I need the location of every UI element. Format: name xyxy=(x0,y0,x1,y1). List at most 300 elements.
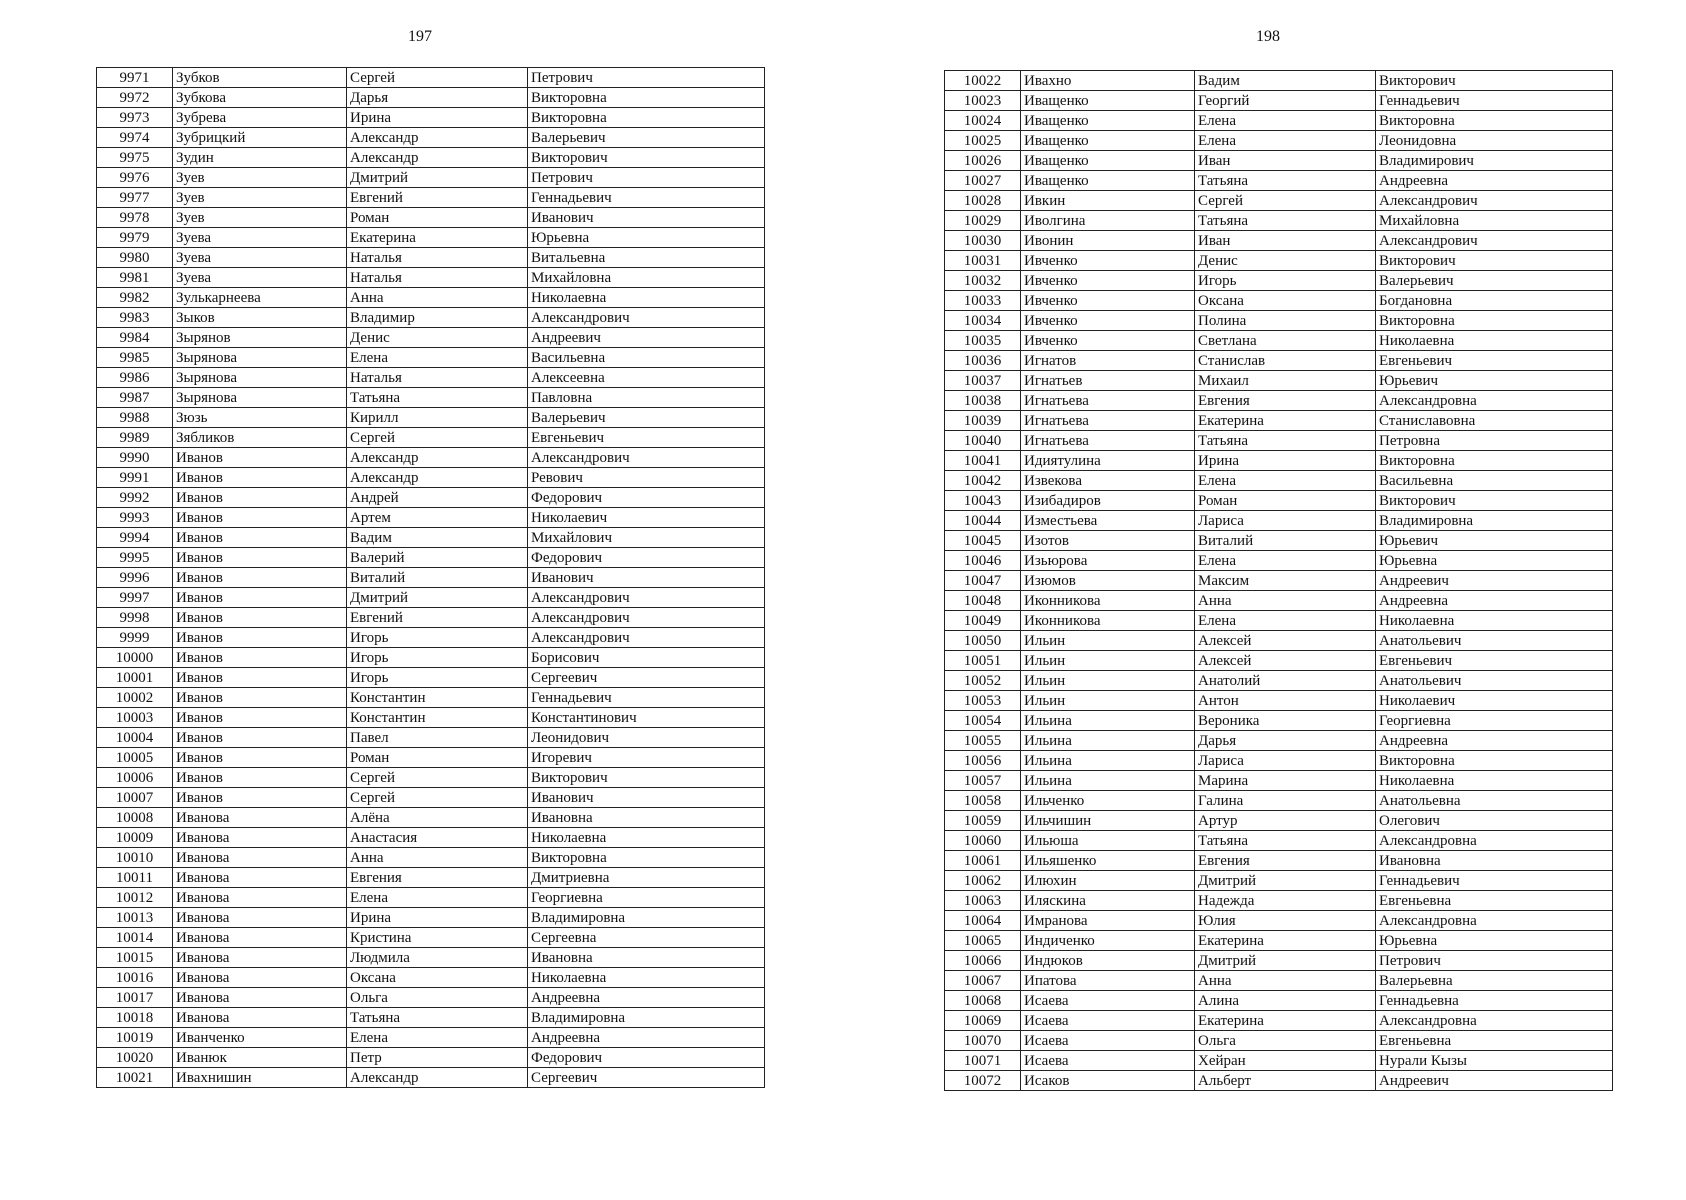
patronymic-cell: Ревович xyxy=(528,468,765,488)
last-name-cell: Иванов xyxy=(173,588,347,608)
last-name-cell: Ильюша xyxy=(1021,831,1195,851)
first-name-cell: Дмитрий xyxy=(347,588,528,608)
last-name-cell: Иванов xyxy=(173,788,347,808)
first-name-cell: Виталий xyxy=(1195,531,1376,551)
first-name-cell: Игорь xyxy=(347,628,528,648)
first-name-cell: Алексей xyxy=(1195,651,1376,671)
table-row xyxy=(945,131,1613,151)
row-number-cell: 10002 xyxy=(97,688,173,708)
patronymic-cell: Викторовна xyxy=(1376,311,1613,331)
table-row xyxy=(945,851,1613,871)
row-number-cell: 10066 xyxy=(945,951,1021,971)
row-number-cell: 10048 xyxy=(945,591,1021,611)
table-row xyxy=(945,1071,1613,1091)
row-number-cell: 10072 xyxy=(945,1071,1021,1091)
last-name-cell: Игнатьева xyxy=(1021,431,1195,451)
first-name-cell: Вадим xyxy=(1195,71,1376,91)
first-name-cell: Кристина xyxy=(347,928,528,948)
first-name-cell: Александр xyxy=(347,148,528,168)
last-name-cell: Ипатова xyxy=(1021,971,1195,991)
patronymic-cell: Андреевич xyxy=(1376,1071,1613,1091)
first-name-cell: Игорь xyxy=(347,648,528,668)
last-name-cell: Иванов xyxy=(173,708,347,728)
row-number-cell: 9995 xyxy=(97,548,173,568)
first-name-cell: Вероника xyxy=(1195,711,1376,731)
row-number-cell: 10008 xyxy=(97,808,173,828)
row-number-cell: 10058 xyxy=(945,791,1021,811)
row-number-cell: 9977 xyxy=(97,188,173,208)
table-row xyxy=(97,888,765,908)
row-number-cell: 10028 xyxy=(945,191,1021,211)
table-row xyxy=(97,128,765,148)
table-row xyxy=(945,631,1613,651)
first-name-cell: Андрей xyxy=(347,488,528,508)
table-row xyxy=(97,308,765,328)
last-name-cell: Зулькарнеева xyxy=(173,288,347,308)
table-row xyxy=(945,791,1613,811)
first-name-cell: Роман xyxy=(347,748,528,768)
patronymic-cell: Петрович xyxy=(1376,951,1613,971)
last-name-cell: Исаков xyxy=(1021,1071,1195,1091)
first-name-cell: Иван xyxy=(1195,231,1376,251)
row-number-cell: 10051 xyxy=(945,651,1021,671)
row-number-cell: 10067 xyxy=(945,971,1021,991)
first-name-cell: Ирина xyxy=(347,108,528,128)
first-name-cell: Татьяна xyxy=(1195,831,1376,851)
last-name-cell: Имранова xyxy=(1021,911,1195,931)
last-name-cell: Игнатьева xyxy=(1021,391,1195,411)
last-name-cell: Ивкин xyxy=(1021,191,1195,211)
last-name-cell: Иванова xyxy=(173,1008,347,1028)
first-name-cell: Станислав xyxy=(1195,351,1376,371)
last-name-cell: Иванов xyxy=(173,568,347,588)
last-name-cell: Иванова xyxy=(173,948,347,968)
patronymic-cell: Иванович xyxy=(528,568,765,588)
first-name-cell: Ирина xyxy=(347,908,528,928)
first-name-cell: Екатерина xyxy=(1195,1011,1376,1031)
first-name-cell: Елена xyxy=(347,888,528,908)
table-row xyxy=(97,768,765,788)
last-name-cell: Зубков xyxy=(173,68,347,88)
first-name-cell: Ирина xyxy=(1195,451,1376,471)
row-number-cell: 10011 xyxy=(97,868,173,888)
last-name-cell: Ильин xyxy=(1021,631,1195,651)
patronymic-cell: Леонидович xyxy=(528,728,765,748)
first-name-cell: Дмитрий xyxy=(347,168,528,188)
table-row xyxy=(945,351,1613,371)
first-name-cell: Сергей xyxy=(1195,191,1376,211)
table-row xyxy=(945,931,1613,951)
last-name-cell: Зуева xyxy=(173,268,347,288)
patronymic-cell: Юрьевна xyxy=(1376,931,1613,951)
row-number-cell: 10049 xyxy=(945,611,1021,631)
last-name-cell: Изюмов xyxy=(1021,571,1195,591)
patronymic-cell: Геннадьевич xyxy=(1376,871,1613,891)
last-name-cell: Ильяшенко xyxy=(1021,851,1195,871)
table-row xyxy=(97,588,765,608)
last-name-cell: Ильчишин xyxy=(1021,811,1195,831)
patronymic-cell: Андреевна xyxy=(528,988,765,1008)
table-row xyxy=(97,1028,765,1048)
patronymic-cell: Сергеевич xyxy=(528,1068,765,1088)
first-name-cell: Оксана xyxy=(347,968,528,988)
patronymic-cell: Михайловна xyxy=(1376,211,1613,231)
first-name-cell: Юлия xyxy=(1195,911,1376,931)
last-name-cell: Зуев xyxy=(173,188,347,208)
row-number-cell: 10056 xyxy=(945,751,1021,771)
table-row xyxy=(97,368,765,388)
patronymic-cell: Иванович xyxy=(528,788,765,808)
first-name-cell: Елена xyxy=(1195,111,1376,131)
row-number-cell: 10071 xyxy=(945,1051,1021,1071)
last-name-cell: Ильин xyxy=(1021,651,1195,671)
patronymic-cell: Николаевна xyxy=(1376,611,1613,631)
first-name-cell: Надежда xyxy=(1195,891,1376,911)
last-name-cell: Ивченко xyxy=(1021,331,1195,351)
first-name-cell: Дмитрий xyxy=(1195,951,1376,971)
last-name-cell: Иванова xyxy=(173,828,347,848)
table-row xyxy=(945,1051,1613,1071)
row-number-cell: 10036 xyxy=(945,351,1021,371)
table-row xyxy=(945,271,1613,291)
first-name-cell: Альберт xyxy=(1195,1071,1376,1091)
table-row xyxy=(97,948,765,968)
row-number-cell: 9971 xyxy=(97,68,173,88)
patronymic-cell: Федорович xyxy=(528,548,765,568)
first-name-cell: Евгения xyxy=(1195,391,1376,411)
table-row xyxy=(945,291,1613,311)
first-name-cell: Павел xyxy=(347,728,528,748)
table-row xyxy=(97,968,765,988)
last-name-cell: Иващенко xyxy=(1021,91,1195,111)
first-name-cell: Лариса xyxy=(1195,751,1376,771)
patronymic-cell: Викторович xyxy=(528,148,765,168)
last-name-cell: Изместьева xyxy=(1021,511,1195,531)
row-number-cell: 10070 xyxy=(945,1031,1021,1051)
last-name-cell: Ильина xyxy=(1021,711,1195,731)
row-number-cell: 10021 xyxy=(97,1068,173,1088)
first-name-cell: Кирилл xyxy=(347,408,528,428)
patronymic-cell: Анатольевич xyxy=(1376,631,1613,651)
row-number-cell: 10046 xyxy=(945,551,1021,571)
row-number-cell: 10042 xyxy=(945,471,1021,491)
last-name-cell: Иванов xyxy=(173,528,347,548)
row-number-cell: 10018 xyxy=(97,1008,173,1028)
first-name-cell: Дарья xyxy=(1195,731,1376,751)
table-row xyxy=(97,328,765,348)
table-row xyxy=(945,471,1613,491)
table-row xyxy=(945,551,1613,571)
first-name-cell: Анастасия xyxy=(347,828,528,848)
table-row xyxy=(97,848,765,868)
first-name-cell: Сергей xyxy=(347,428,528,448)
patronymic-cell: Михайловна xyxy=(528,268,765,288)
row-number-cell: 10061 xyxy=(945,851,1021,871)
table-row xyxy=(97,228,765,248)
row-number-cell: 10023 xyxy=(945,91,1021,111)
table-row xyxy=(945,191,1613,211)
last-name-cell: Индиченко xyxy=(1021,931,1195,951)
first-name-cell: Елена xyxy=(347,1028,528,1048)
table-row xyxy=(945,711,1613,731)
table-row xyxy=(945,71,1613,91)
patronymic-cell: Владимирович xyxy=(1376,151,1613,171)
patronymic-cell: Федорович xyxy=(528,1048,765,1068)
row-number-cell: 9999 xyxy=(97,628,173,648)
row-number-cell: 10024 xyxy=(945,111,1021,131)
first-name-cell: Александр xyxy=(347,128,528,148)
table-row xyxy=(945,171,1613,191)
last-name-cell: Изотов xyxy=(1021,531,1195,551)
row-number-cell: 9980 xyxy=(97,248,173,268)
patronymic-cell: Дмитриевна xyxy=(528,868,765,888)
patronymic-cell: Александрович xyxy=(1376,231,1613,251)
first-name-cell: Денис xyxy=(347,328,528,348)
patronymic-cell: Олегович xyxy=(1376,811,1613,831)
last-name-cell: Ивахно xyxy=(1021,71,1195,91)
row-number-cell: 9991 xyxy=(97,468,173,488)
patronymic-cell: Николаевна xyxy=(1376,331,1613,351)
row-number-cell: 10017 xyxy=(97,988,173,1008)
patronymic-cell: Геннадьевич xyxy=(528,688,765,708)
first-name-cell: Роман xyxy=(347,208,528,228)
first-name-cell: Роман xyxy=(1195,491,1376,511)
last-name-cell: Зырянова xyxy=(173,368,347,388)
table-row xyxy=(945,311,1613,331)
row-number-cell: 9990 xyxy=(97,448,173,468)
last-name-cell: Извекова xyxy=(1021,471,1195,491)
table-row xyxy=(945,611,1613,631)
patronymic-cell: Евгеньевич xyxy=(1376,651,1613,671)
last-name-cell: Иванов xyxy=(173,728,347,748)
row-number-cell: 10031 xyxy=(945,251,1021,271)
table-row xyxy=(97,788,765,808)
first-name-cell: Татьяна xyxy=(1195,431,1376,451)
row-number-cell: 9994 xyxy=(97,528,173,548)
patronymic-cell: Евгеньевич xyxy=(1376,351,1613,371)
first-name-cell: Константин xyxy=(347,708,528,728)
patronymic-cell: Ивановна xyxy=(1376,851,1613,871)
first-name-cell: Анна xyxy=(1195,971,1376,991)
patronymic-cell: Николаевич xyxy=(1376,691,1613,711)
row-number-cell: 10027 xyxy=(945,171,1021,191)
row-number-cell: 9981 xyxy=(97,268,173,288)
first-name-cell: Денис xyxy=(1195,251,1376,271)
patronymic-cell: Владимировна xyxy=(528,908,765,928)
first-name-cell: Евгений xyxy=(347,188,528,208)
first-name-cell: Владимир xyxy=(347,308,528,328)
patronymic-cell: Геннадьевич xyxy=(528,188,765,208)
last-name-cell: Ивченко xyxy=(1021,311,1195,331)
table-row xyxy=(945,951,1613,971)
row-number-cell: 9983 xyxy=(97,308,173,328)
row-number-cell: 9979 xyxy=(97,228,173,248)
patronymic-cell: Михайлович xyxy=(528,528,765,548)
patronymic-cell: Викторович xyxy=(1376,491,1613,511)
patronymic-cell: Николаевна xyxy=(528,968,765,988)
row-number-cell: 10012 xyxy=(97,888,173,908)
first-name-cell: Александр xyxy=(347,448,528,468)
first-name-cell: Сергей xyxy=(347,768,528,788)
first-name-cell: Евгения xyxy=(347,868,528,888)
last-name-cell: Исаева xyxy=(1021,1011,1195,1031)
patronymic-cell: Владимировна xyxy=(528,1008,765,1028)
patronymic-cell: Федорович xyxy=(528,488,765,508)
last-name-cell: Исаева xyxy=(1021,991,1195,1011)
patronymic-cell: Георгиевна xyxy=(528,888,765,908)
table-row xyxy=(97,488,765,508)
first-name-cell: Людмила xyxy=(347,948,528,968)
row-number-cell: 10034 xyxy=(945,311,1021,331)
roster-table-left xyxy=(96,67,765,1088)
patronymic-cell: Иванович xyxy=(528,208,765,228)
first-name-cell: Светлана xyxy=(1195,331,1376,351)
page-number-left: 197 xyxy=(408,28,432,45)
table-row xyxy=(97,508,765,528)
table-row xyxy=(97,388,765,408)
patronymic-cell: Валерьевич xyxy=(528,128,765,148)
row-number-cell: 10032 xyxy=(945,271,1021,291)
row-number-cell: 10007 xyxy=(97,788,173,808)
patronymic-cell: Игоревич xyxy=(528,748,765,768)
patronymic-cell: Юрьевич xyxy=(1376,531,1613,551)
last-name-cell: Иванова xyxy=(173,848,347,868)
row-number-cell: 10047 xyxy=(945,571,1021,591)
row-number-cell: 10033 xyxy=(945,291,1021,311)
row-number-cell: 10043 xyxy=(945,491,1021,511)
last-name-cell: Зыков xyxy=(173,308,347,328)
table-row xyxy=(97,648,765,668)
table-row xyxy=(945,911,1613,931)
last-name-cell: Ильченко xyxy=(1021,791,1195,811)
row-number-cell: 10020 xyxy=(97,1048,173,1068)
first-name-cell: Оксана xyxy=(1195,291,1376,311)
patronymic-cell: Юрьевич xyxy=(1376,371,1613,391)
first-name-cell: Татьяна xyxy=(1195,211,1376,231)
first-name-cell: Дарья xyxy=(347,88,528,108)
row-number-cell: 10019 xyxy=(97,1028,173,1048)
row-number-cell: 10050 xyxy=(945,631,1021,651)
table-row xyxy=(945,431,1613,451)
first-name-cell: Сергей xyxy=(347,788,528,808)
last-name-cell: Илюхин xyxy=(1021,871,1195,891)
last-name-cell: Индюков xyxy=(1021,951,1195,971)
patronymic-cell: Андреевна xyxy=(1376,591,1613,611)
row-number-cell: 9982 xyxy=(97,288,173,308)
patronymic-cell: Викторовна xyxy=(1376,451,1613,471)
first-name-cell: Анна xyxy=(347,288,528,308)
patronymic-cell: Андреевич xyxy=(528,328,765,348)
first-name-cell: Александр xyxy=(347,1068,528,1088)
last-name-cell: Зябликов xyxy=(173,428,347,448)
last-name-cell: Зубкова xyxy=(173,88,347,108)
last-name-cell: Ивченко xyxy=(1021,251,1195,271)
patronymic-cell: Валерьевич xyxy=(528,408,765,428)
last-name-cell: Игнатьева xyxy=(1021,411,1195,431)
table-row xyxy=(945,391,1613,411)
last-name-cell: Иванов xyxy=(173,628,347,648)
first-name-cell: Галина xyxy=(1195,791,1376,811)
patronymic-cell: Викторовна xyxy=(528,88,765,108)
table-row xyxy=(97,728,765,748)
patronymic-cell: Петрович xyxy=(528,168,765,188)
last-name-cell: Иванов xyxy=(173,768,347,788)
table-row xyxy=(945,91,1613,111)
table-row xyxy=(97,448,765,468)
first-name-cell: Георгий xyxy=(1195,91,1376,111)
table-row xyxy=(945,151,1613,171)
patronymic-cell: Ивановна xyxy=(528,808,765,828)
first-name-cell: Марина xyxy=(1195,771,1376,791)
last-name-cell: Иконникова xyxy=(1021,591,1195,611)
table-row xyxy=(945,331,1613,351)
last-name-cell: Зырянова xyxy=(173,348,347,368)
row-number-cell: 10055 xyxy=(945,731,1021,751)
patronymic-cell: Богдановна xyxy=(1376,291,1613,311)
last-name-cell: Ильина xyxy=(1021,771,1195,791)
table-row xyxy=(97,348,765,368)
table-row xyxy=(97,528,765,548)
row-number-cell: 9972 xyxy=(97,88,173,108)
first-name-cell: Елена xyxy=(1195,611,1376,631)
row-number-cell: 9978 xyxy=(97,208,173,228)
patronymic-cell: Геннадьевич xyxy=(1376,91,1613,111)
first-name-cell: Татьяна xyxy=(1195,171,1376,191)
table-row xyxy=(945,371,1613,391)
row-number-cell: 10044 xyxy=(945,511,1021,531)
table-row xyxy=(97,288,765,308)
first-name-cell: Наталья xyxy=(347,248,528,268)
row-number-cell: 10026 xyxy=(945,151,1021,171)
patronymic-cell: Сергеевич xyxy=(528,668,765,688)
table-row xyxy=(945,991,1613,1011)
last-name-cell: Иванов xyxy=(173,748,347,768)
first-name-cell: Ольга xyxy=(347,988,528,1008)
patronymic-cell: Нурали Кызы xyxy=(1376,1051,1613,1071)
row-number-cell: 10039 xyxy=(945,411,1021,431)
last-name-cell: Зуев xyxy=(173,168,347,188)
row-number-cell: 10013 xyxy=(97,908,173,928)
patronymic-cell: Александрович xyxy=(528,628,765,648)
first-name-cell: Анатолий xyxy=(1195,671,1376,691)
table-row xyxy=(97,628,765,648)
table-row xyxy=(97,868,765,888)
last-name-cell: Иванов xyxy=(173,468,347,488)
last-name-cell: Ильина xyxy=(1021,731,1195,751)
row-number-cell: 10064 xyxy=(945,911,1021,931)
row-number-cell: 10059 xyxy=(945,811,1021,831)
table-row xyxy=(945,971,1613,991)
last-name-cell: Иконникова xyxy=(1021,611,1195,631)
row-number-cell: 10063 xyxy=(945,891,1021,911)
patronymic-cell: Викторовна xyxy=(1376,111,1613,131)
row-number-cell: 10035 xyxy=(945,331,1021,351)
patronymic-cell: Андреевна xyxy=(528,1028,765,1048)
first-name-cell: Иван xyxy=(1195,151,1376,171)
first-name-cell: Сергей xyxy=(347,68,528,88)
patronymic-cell: Георгиевна xyxy=(1376,711,1613,731)
patronymic-cell: Витальевна xyxy=(528,248,765,268)
patronymic-cell: Викторович xyxy=(528,768,765,788)
last-name-cell: Зырянова xyxy=(173,388,347,408)
last-name-cell: Зуев xyxy=(173,208,347,228)
row-number-cell: 10037 xyxy=(945,371,1021,391)
table-row xyxy=(97,688,765,708)
row-number-cell: 10009 xyxy=(97,828,173,848)
table-row xyxy=(97,468,765,488)
first-name-cell: Наталья xyxy=(347,268,528,288)
table-row xyxy=(97,1048,765,1068)
